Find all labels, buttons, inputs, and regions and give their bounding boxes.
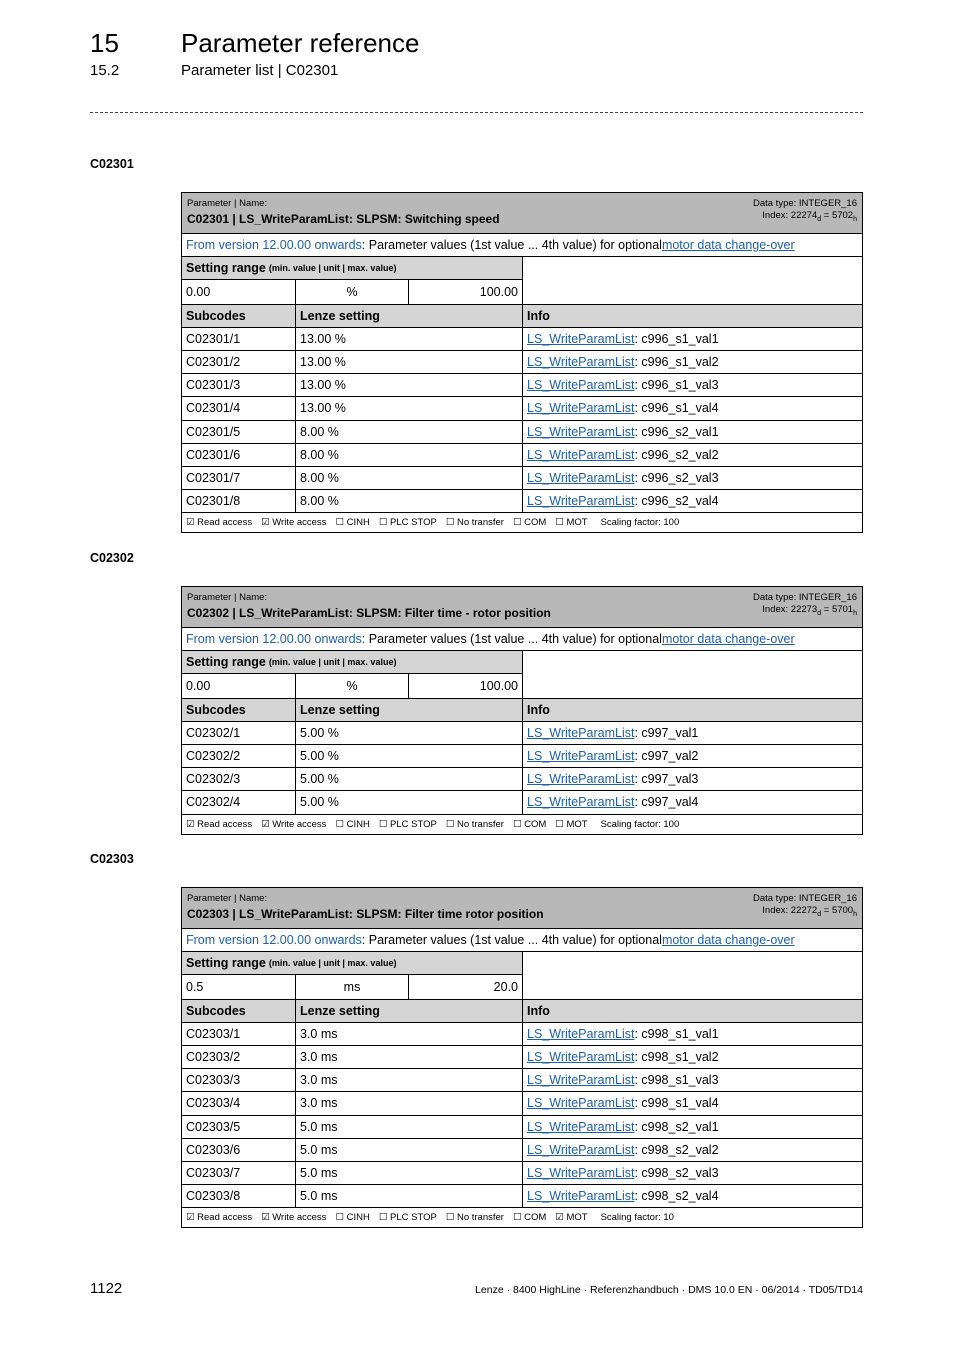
setting-range-table: [182, 651, 523, 697]
parameter-header: [182, 587, 862, 628]
index-hex-suffix: h: [853, 215, 857, 223]
index-value: [762, 905, 857, 918]
version-text: : Parameter values (1st value ... 4th value) for optional: [361, 632, 662, 647]
column-header-row: [182, 305, 862, 328]
version-text: : Parameter values (1st value ... 4th value) for optional: [361, 933, 662, 948]
info-value: : c996_s2_val3: [634, 470, 719, 485]
info-cell: [523, 467, 862, 489]
range-max: 100.00: [479, 678, 519, 693]
range-min: 0.00: [182, 674, 296, 697]
ls-writeparamlist-link[interactable]: LS_WriteParamList: [527, 725, 635, 740]
col-info: Info: [527, 1003, 550, 1018]
lenze-setting-cell: 5.0 ms: [296, 1185, 523, 1207]
access-flag: ☑ Write access: [261, 1212, 327, 1224]
table-row: [182, 374, 862, 397]
lenze-setting-cell: 5.0 ms: [296, 1116, 523, 1138]
subcode-cell: C02303/4: [182, 1092, 296, 1114]
lenze-setting-cell: 8.00 %: [296, 444, 523, 466]
version-prefix: From version 12.00.00 onwards: [186, 933, 362, 948]
subcode-cell: C02302/1: [182, 722, 296, 744]
lenze-setting-cell: 5.00 %: [296, 722, 523, 744]
setting-range-label: Setting range: [186, 655, 266, 670]
scaling-factor: Scaling factor: 100: [600, 818, 680, 830]
table-row: [182, 1023, 862, 1046]
version-cell: [182, 929, 799, 951]
parameter-header: [182, 888, 862, 929]
data-type: Data type: INTEGER_16: [752, 893, 857, 904]
lenze-setting-cell: 3.0 ms: [296, 1092, 523, 1114]
info-cell: [523, 1162, 862, 1184]
range-unit: %: [296, 280, 410, 303]
subcode-cell: C02303/1: [182, 1023, 296, 1045]
version-row: [182, 929, 862, 952]
ls-writeparamlist-link[interactable]: LS_WriteParamList: [527, 424, 635, 439]
lenze-setting-cell: 13.00 %: [296, 351, 523, 373]
range-max: 100.00: [479, 284, 519, 299]
index-hex: = 5701: [821, 604, 854, 615]
ls-writeparamlist-link[interactable]: LS_WriteParamList: [527, 1050, 635, 1065]
parameter-heading: C02301: [90, 157, 134, 171]
access-flag: ☑ Write access: [261, 818, 327, 830]
parameter-heading: C02303: [90, 852, 134, 866]
ls-writeparamlist-link[interactable]: LS_WriteParamList: [527, 401, 635, 416]
info-cell: [523, 745, 862, 767]
table-row: [182, 397, 862, 420]
info-cell: [523, 722, 862, 744]
access-flag: ☐ No transfer: [445, 517, 504, 529]
access-flag: ☐ COM: [512, 818, 547, 830]
table-row: [182, 351, 862, 374]
access-flag: ☑ Read access: [186, 818, 253, 830]
info-value: : c997_val3: [634, 772, 699, 787]
subcode-cell: C02301/2: [182, 351, 296, 373]
subcode-cell: C02303/3: [182, 1069, 296, 1091]
setting-range-blank: [523, 651, 862, 697]
parameter-name: C02301 | LS_WriteParamList: SLPSM: Switching speed: [187, 212, 500, 226]
range-max: 20.0: [493, 979, 519, 994]
column-header-row: [182, 1000, 862, 1023]
lenze-setting-cell: 5.00 %: [296, 745, 523, 767]
table-row: [182, 745, 862, 768]
table-row: [182, 444, 862, 467]
info-value: : c998_s1_val3: [634, 1073, 719, 1088]
access-flags-row: [182, 1208, 862, 1227]
subcode-cell: C02303/6: [182, 1139, 296, 1161]
setting-range-values: [182, 280, 522, 303]
info-value: : c997_val2: [634, 749, 699, 764]
setting-range-table: [182, 952, 523, 998]
setting-range-table: [182, 257, 523, 303]
lenze-setting-cell: 13.00 %: [296, 328, 523, 350]
ls-writeparamlist-link[interactable]: LS_WriteParamList: [527, 1026, 635, 1041]
header-divider: [90, 112, 863, 113]
col-subcodes: Subcodes: [182, 1000, 296, 1022]
ls-writeparamlist-link[interactable]: LS_WriteParamList: [527, 749, 635, 764]
ls-writeparamlist-link[interactable]: LS_WriteParamList: [527, 494, 635, 509]
ls-writeparamlist-link[interactable]: LS_WriteParamList: [527, 1073, 635, 1088]
subcode-cell: C02301/8: [182, 490, 296, 512]
index-hex: = 5702: [821, 210, 854, 221]
range-unit: %: [296, 674, 410, 697]
access-flag: ☐ CINH: [335, 1212, 370, 1224]
setting-range-blank: [523, 257, 862, 303]
info-cell: [523, 791, 862, 813]
info-value: : c998_s1_val2: [634, 1050, 719, 1065]
ls-writeparamlist-link[interactable]: LS_WriteParamList: [527, 470, 635, 485]
scaling-factor: Scaling factor: 10: [600, 1212, 674, 1224]
info-value: : c998_s2_val2: [634, 1142, 719, 1157]
version-prefix: From version 12.00.00 onwards: [186, 238, 362, 253]
table-row: [182, 328, 862, 351]
parameter-table: [181, 887, 863, 1228]
version-text: : Parameter values (1st value ... 4th value) for optional: [361, 238, 662, 253]
lenze-setting-cell: 13.00 %: [296, 374, 523, 396]
access-flag: ☑ Read access: [186, 517, 253, 529]
subcode-cell: C02301/1: [182, 328, 296, 350]
index-decimal: Index: 22272: [762, 905, 818, 916]
column-header-row: [182, 699, 862, 722]
ls-writeparamlist-link[interactable]: LS_WriteParamList: [527, 1189, 635, 1204]
parameter-table: [181, 192, 863, 533]
setting-range-blank: [523, 952, 862, 998]
ls-writeparamlist-link[interactable]: LS_WriteParamList: [527, 378, 635, 393]
table-row: [182, 768, 862, 791]
table-row: [182, 791, 862, 814]
subcode-cell: C02301/6: [182, 444, 296, 466]
ls-writeparamlist-link[interactable]: LS_WriteParamList: [527, 331, 635, 346]
subcode-cell: C02302/4: [182, 791, 296, 813]
ls-writeparamlist-link[interactable]: LS_WriteParamList: [527, 1165, 635, 1180]
table-row: [182, 421, 862, 444]
motor-data-link[interactable]: motor data change-over: [661, 632, 795, 647]
info-cell: [523, 768, 862, 790]
setting-range-label: Setting range: [186, 261, 266, 276]
index-decimal: Index: 22274: [762, 210, 818, 221]
info-value: : c998_s2_val1: [634, 1119, 719, 1134]
setting-range-header: [182, 651, 522, 674]
setting-range-label: Setting range: [186, 956, 266, 971]
info-cell: [523, 1185, 862, 1207]
lenze-setting-cell: 5.00 %: [296, 768, 523, 790]
motor-data-link[interactable]: motor data change-over: [661, 238, 795, 253]
info-value: : c998_s1_val1: [634, 1026, 719, 1041]
subcode-cell: C02303/5: [182, 1116, 296, 1138]
lenze-setting-cell: 3.0 ms: [296, 1046, 523, 1068]
range-min: 0.5: [182, 975, 296, 998]
access-flag: ☐ CINH: [335, 517, 370, 529]
access-flag: ☐ PLC STOP: [378, 818, 437, 830]
info-cell: [523, 1069, 862, 1091]
page-footer-text: Lenze · 8400 HighLine · Referenzhandbuch · DMS 10.0 EN · 06/2014 · TD05/TD14: [475, 1284, 863, 1296]
setting-range-sub: (min. value | unit | max. value): [268, 657, 397, 668]
subcode-cell: C02303/2: [182, 1046, 296, 1068]
table-row: [182, 1139, 862, 1162]
col-subcodes: Subcodes: [182, 305, 296, 327]
subcode-cell: C02302/2: [182, 745, 296, 767]
info-cell: [523, 421, 862, 443]
table-row: [182, 1069, 862, 1092]
setting-range-sub: (min. value | unit | max. value): [268, 958, 397, 969]
access-flags-row: [182, 513, 862, 532]
subcode-cell: C02301/4: [182, 397, 296, 419]
lenze-setting-cell: 8.00 %: [296, 467, 523, 489]
info-cell: [523, 1092, 862, 1114]
parameter-name-label: Parameter | Name:: [187, 198, 268, 209]
access-flag: ☐ CINH: [335, 818, 370, 830]
table-row: [182, 1185, 862, 1208]
access-flag: ☑ Read access: [186, 1212, 253, 1224]
info-cell: [523, 1023, 862, 1045]
col-subcodes: Subcodes: [182, 699, 296, 721]
version-row: [182, 234, 862, 257]
access-flag: ☐ COM: [512, 1212, 547, 1224]
col-info: Info: [527, 702, 550, 717]
access-flag: ☐ MOT: [555, 818, 588, 830]
info-cell: [523, 1046, 862, 1068]
ls-writeparamlist-link[interactable]: LS_WriteParamList: [527, 447, 635, 462]
parameter-name: C02302 | LS_WriteParamList: SLPSM: Filter time - rotor position: [187, 606, 551, 620]
access-flag: ☐ COM: [512, 517, 547, 529]
info-value: : c996_s2_val1: [634, 424, 719, 439]
info-value: : c997_val1: [634, 725, 699, 740]
chapter-title: Parameter reference: [181, 28, 420, 58]
parameter-name-label: Parameter | Name:: [187, 592, 268, 603]
setting-range-header: [182, 952, 522, 975]
lenze-setting-cell: 3.0 ms: [296, 1069, 523, 1091]
access-flag: ☐ No transfer: [445, 1212, 504, 1224]
access-flag: ☑ MOT: [555, 1212, 588, 1224]
subcode-cell: C02303/8: [182, 1185, 296, 1207]
info-value: : c996_s1_val4: [634, 401, 719, 416]
parameter-table: [181, 586, 863, 835]
ls-writeparamlist-link[interactable]: LS_WriteParamList: [527, 795, 635, 810]
index-decimal-suffix: d: [817, 609, 822, 617]
index-value: [762, 210, 857, 223]
info-value: : c996_s2_val2: [634, 447, 719, 462]
ls-writeparamlist-link[interactable]: LS_WriteParamList: [527, 1119, 635, 1134]
version-prefix: From version 12.00.00 onwards: [186, 632, 362, 647]
setting-range-values: [182, 674, 522, 697]
subcode-cell: C02301/7: [182, 467, 296, 489]
index-hex: = 5700: [821, 905, 854, 916]
lenze-setting-cell: 8.00 %: [296, 490, 523, 512]
access-flag: ☐ MOT: [555, 517, 588, 529]
page-number: 1122: [90, 1280, 123, 1297]
setting-range-block: [182, 651, 862, 698]
access-flag: ☐ PLC STOP: [378, 517, 437, 529]
setting-range-label-cell: [182, 651, 522, 673]
table-row: [182, 1116, 862, 1139]
table-row: [182, 467, 862, 490]
table-row: [182, 1162, 862, 1185]
col-info: Info: [527, 308, 550, 323]
range-unit: ms: [296, 975, 410, 998]
parameter-name-label: Parameter | Name:: [187, 893, 268, 904]
info-value: : c996_s1_val2: [634, 355, 719, 370]
info-cell: [523, 328, 862, 350]
parameter-header: [182, 193, 862, 234]
setting-range-label-cell: [182, 257, 522, 279]
ls-writeparamlist-link[interactable]: LS_WriteParamList: [527, 772, 635, 787]
ls-writeparamlist-link[interactable]: LS_WriteParamList: [527, 355, 635, 370]
setting-range-sub: (min. value | unit | max. value): [268, 263, 397, 274]
index-value: [762, 604, 857, 617]
info-cell: [523, 1139, 862, 1161]
lenze-setting-cell: 8.00 %: [296, 421, 523, 443]
parameter-name: C02303 | LS_WriteParamList: SLPSM: Filter time rotor position: [187, 907, 544, 921]
setting-range-label-cell: [182, 952, 522, 974]
info-cell: [523, 444, 862, 466]
parameter-heading: C02302: [90, 551, 134, 565]
version-cell: [182, 234, 799, 256]
ls-writeparamlist-link[interactable]: LS_WriteParamList: [527, 1096, 635, 1111]
info-value: : c998_s2_val4: [634, 1189, 719, 1204]
subcode-cell: C02301/3: [182, 374, 296, 396]
ls-writeparamlist-link[interactable]: LS_WriteParamList: [527, 1142, 635, 1157]
access-flag: ☐ PLC STOP: [378, 1212, 437, 1224]
table-row: [182, 1092, 862, 1115]
lenze-setting-cell: 13.00 %: [296, 397, 523, 419]
access-flag: ☐ No transfer: [445, 818, 504, 830]
info-value: : c996_s1_val3: [634, 378, 719, 393]
subcode-cell: C02302/3: [182, 768, 296, 790]
setting-range-values: [182, 975, 522, 998]
data-type: Data type: INTEGER_16: [752, 198, 857, 209]
lenze-setting-cell: 5.00 %: [296, 791, 523, 813]
lenze-setting-cell: 5.0 ms: [296, 1162, 523, 1184]
data-type: Data type: INTEGER_16: [752, 592, 857, 603]
chapter-number: 15: [90, 28, 119, 58]
info-cell: [523, 397, 862, 419]
lenze-setting-cell: 3.0 ms: [296, 1023, 523, 1045]
index-hex-suffix: h: [853, 910, 857, 918]
subcode-cell: C02301/5: [182, 421, 296, 443]
motor-data-link[interactable]: motor data change-over: [661, 933, 795, 948]
col-lenze: Lenze setting: [296, 1000, 523, 1022]
index-decimal: Index: 22273: [762, 604, 818, 615]
access-flag: ☑ Write access: [261, 517, 327, 529]
info-cell: [523, 1116, 862, 1138]
table-row: [182, 722, 862, 745]
setting-range-block: [182, 257, 862, 304]
scaling-factor: Scaling factor: 100: [600, 517, 680, 529]
index-decimal-suffix: d: [817, 910, 822, 918]
subcode-cell: C02303/7: [182, 1162, 296, 1184]
index-hex-suffix: h: [853, 609, 857, 617]
info-value: : c998_s2_val3: [634, 1165, 719, 1180]
info-cell: [523, 351, 862, 373]
setting-range-block: [182, 952, 862, 999]
info-value: : c996_s2_val4: [634, 494, 719, 509]
table-row: [182, 490, 862, 513]
table-row: [182, 1046, 862, 1069]
version-row: [182, 628, 862, 651]
info-value: : c996_s1_val1: [634, 331, 719, 346]
lenze-setting-cell: 5.0 ms: [296, 1139, 523, 1161]
section-title: Parameter list | C02301: [181, 62, 339, 79]
access-flags-row: [182, 815, 862, 834]
index-decimal-suffix: d: [817, 215, 822, 223]
info-cell: [523, 490, 862, 512]
info-value: : c998_s1_val4: [634, 1096, 719, 1111]
info-cell: [523, 374, 862, 396]
col-lenze: Lenze setting: [296, 305, 523, 327]
version-cell: [182, 628, 799, 650]
setting-range-header: [182, 257, 522, 280]
col-lenze: Lenze setting: [296, 699, 523, 721]
range-min: 0.00: [182, 280, 296, 303]
info-value: : c997_val4: [634, 795, 699, 810]
section-number: 15.2: [90, 62, 120, 79]
